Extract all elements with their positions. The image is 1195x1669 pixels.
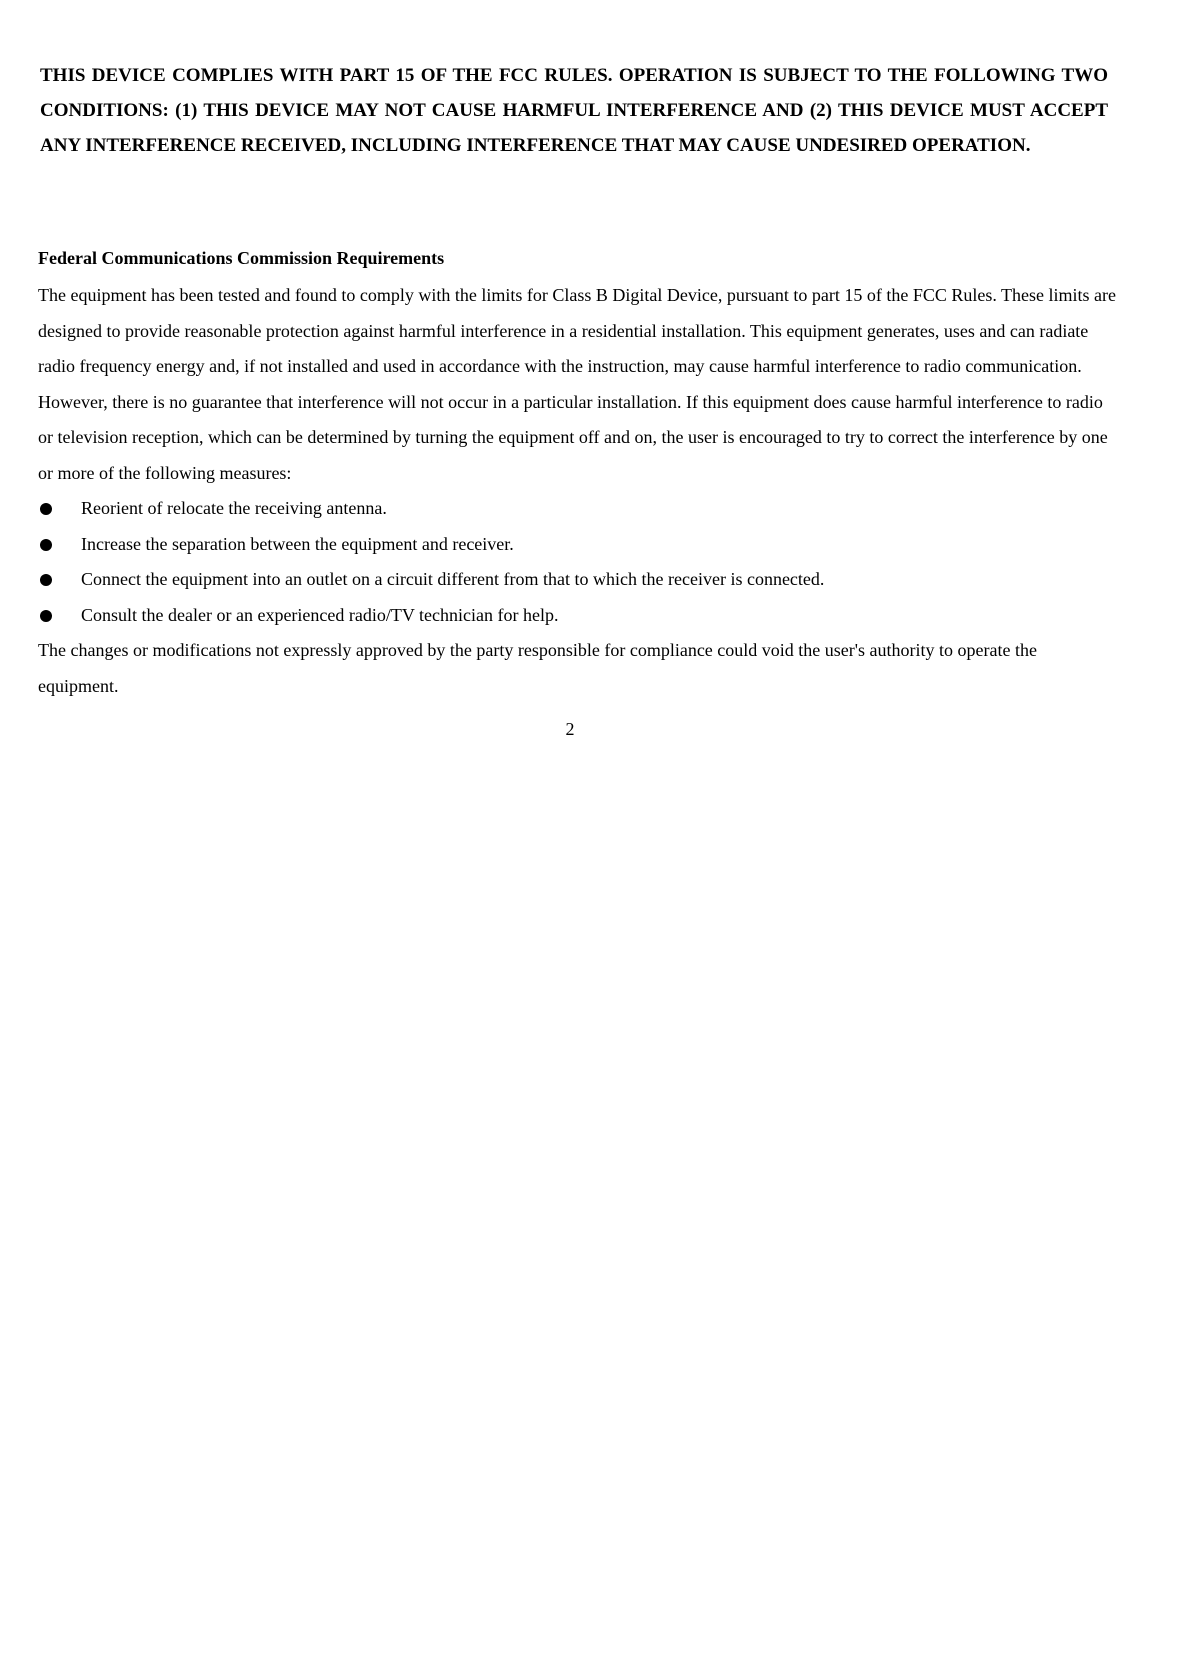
list-item (38, 598, 1118, 634)
closing-paragraph: The changes or modifications not expressly approved by the party responsible for compliance could void the user's authority to operate the equipment. (38, 640, 1037, 696)
intro-paragraph: The equipment has been tested and found to comply with the limits for Class B Digital Device, pursuant to part 15 of the FCC Rules. These limits are designed to provide reasonable protection against harmful interference in a residential installation. This equipment generates, uses and can radiate radio frequency energy and, if not installed and used in accordance with the instruction, may cause harmful interference to radio communication. However, there is no guarantee that interference will not occur in a particular installation. If this equipment does cause harmful interference to radio or television reception, which can be determined by turning the equipment off and on, the user is encouraged to try to correct the interference by one or more of the following measures: (38, 285, 1116, 483)
bullet-icon (40, 539, 52, 551)
list-item (38, 491, 1118, 527)
section-heading: Federal Communications Commission Requirements (38, 248, 445, 268)
list-item-text: Connect the equipment into an outlet on a circuit different from that to which the receiver is connected. (81, 569, 825, 589)
list-item (38, 527, 1118, 563)
bullet-icon (40, 610, 52, 622)
bullet-icon (40, 574, 52, 586)
list-item-text: Increase the separation between the equipment and receiver. (81, 533, 514, 554)
page-number: 2 (565, 719, 575, 739)
bullet-icon (40, 503, 52, 515)
list-item (38, 562, 1118, 598)
measures-list (38, 491, 1118, 633)
list-item-text: Reorient of relocate the receiving antenna. (81, 498, 387, 518)
list-item-text: Consult the dealer or an experienced radio/TV technician for help. (81, 604, 559, 625)
fcc-compliance-notice: THIS DEVICE COMPLIES WITH PART 15 OF THE FCC RULES. OPERATION IS SUBJECT TO THE FOLLOWING TWO CONDITIONS: (1) THIS DEVICE MAY NOT CAUSE HARMFUL INTERFERENCE AND (2) THIS DEVICE MUST ACCEPT ANY INTERFERENCE RECEIVED, INCLUDING INTERFERENCE THAT MAY CAUSE UNDESIRED OPERATION. (40, 65, 1108, 156)
